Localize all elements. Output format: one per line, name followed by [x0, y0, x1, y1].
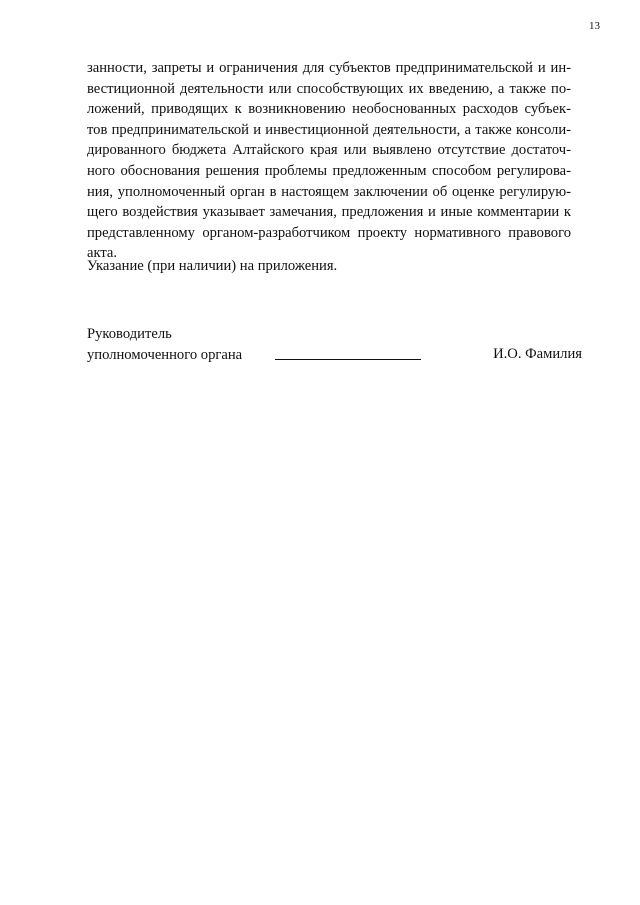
paragraph-line: занности, запреты и ограничения для субъектов предпринимательской и ин-: [87, 60, 571, 76]
paragraph-line: вестиционной деятельности или способствующих их введению, а также по-: [87, 80, 571, 97]
paragraph-line: дированного бюджета Алтайского края или выявлено отсутствие достаточ-: [87, 142, 571, 159]
signatory-position: [87, 324, 242, 365]
paragraph-line: тов предпринимательской и инвестиционной деятельности, а также консоли-: [87, 121, 571, 138]
signatory-position-line: Руководитель: [87, 326, 172, 342]
paragraph-line: ного обоснования решения проблемы предложенным способом регулирова-: [87, 162, 571, 179]
signatory-name: И.О. Фамилия: [493, 346, 582, 362]
paragraph-line: представленному органом-разработчиком проекту нормативного правового: [87, 224, 571, 241]
signature-block: [87, 324, 582, 368]
signatory-position-line: уполномоченного органа: [87, 346, 243, 363]
paragraph-line: ложений, приводящих к возникновению необоснованных расходов субъек-: [87, 101, 571, 118]
paragraph-line: ния, уполномоченный орган в настоящем заключении об оценке регулирую-: [87, 183, 571, 200]
main-paragraph: [87, 58, 571, 264]
signature-line: [275, 359, 421, 360]
page-number: 13: [589, 20, 600, 32]
paragraph-line: акта.: [87, 245, 118, 262]
attachments-note: Указание (при наличии) на приложения.: [87, 258, 338, 274]
paragraph-line: щего воздействия указывает замечания, предложения и иные комментарии к: [87, 204, 571, 221]
